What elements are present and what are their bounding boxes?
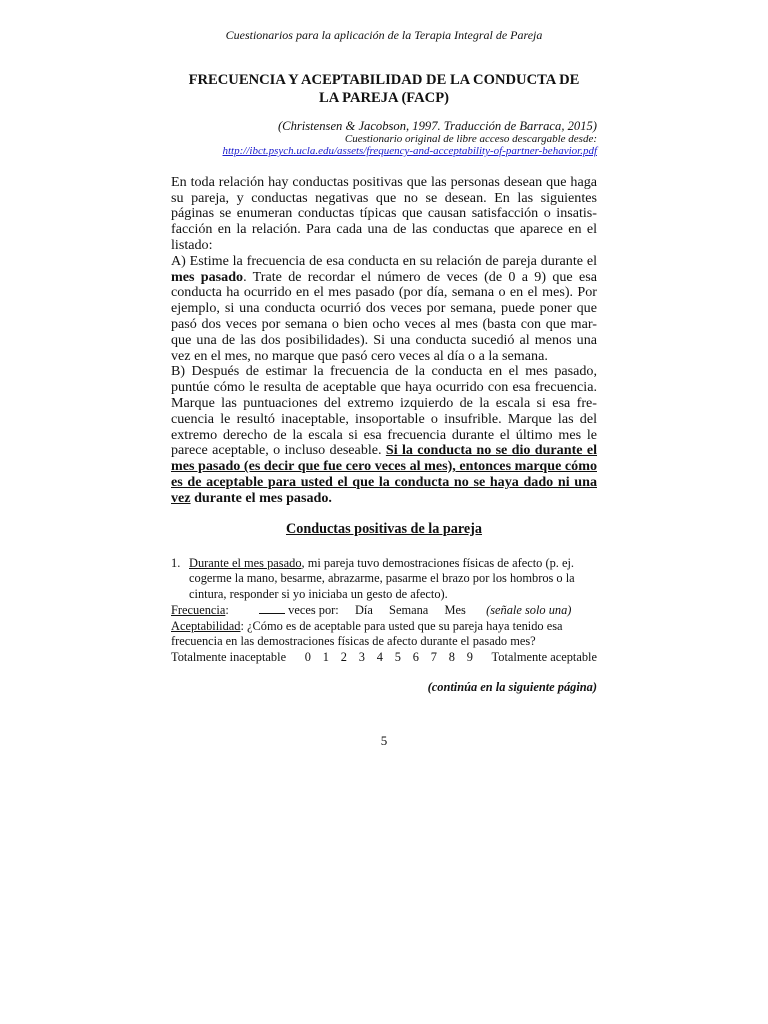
instruction-b-text: B) Después de estimar la frecuencia de la conducta en el mes pasado, puntúe cómo le resulta de aceptable que haya ocurrido con esa frecuencia. Marque las puntuaciones del extremo izquierdo de la escala si esa fre-cuencia le resultó inaceptable, insoportable o insufrible. Marque las del extremo derecho de la escala si esa frecuencia durante el último mes le parece aceptable, o incluso deseable.	[171, 363, 597, 459]
instruction-b-emphasis-end: durante el mes pasado.	[190, 489, 332, 506]
title-line-1: FRECUENCIA Y ACEPTABILIDAD DE LA CONDUCTA DE	[188, 72, 580, 88]
instruction-b-emphasis: Si la conducta no se dio durante el mes pasado (es decir que fue cero veces al mes), entonces marque cómo es de aceptable para usted el que la conducta no se haya dado ni una vez	[171, 442, 598, 506]
citation: (Christensen & Jacobson, 1997. Traducción de Barraca, 2015)	[277, 119, 597, 133]
instruction-a-text-2: . Trate de recordar el número de veces (de 0 a 9) que esa conducta ha ocurrido en el mes pasado (por día, semana o en el mes). Por ejemplo, si una conducta ocurrió dos veces por semana, puede poner que pasó dos veces por semana o bien ocho veces al mes (basta con que mar-que una de las dos posibilidades). Si una conducta sucedió al menos una vez en el mes, no marque que pasó cero veces al día o a la semana.	[171, 268, 597, 364]
scale-value-6[interactable]: 6	[412, 650, 419, 665]
scale-left-label: Totalmente inaceptable	[171, 650, 287, 665]
scale-value-1[interactable]: 1	[322, 650, 329, 665]
scale-value-7[interactable]: 7	[430, 650, 437, 665]
instruction-b	[171, 364, 597, 506]
scale-values	[299, 650, 479, 666]
continued-note: (continúa en la siguiente página)	[427, 679, 597, 694]
option-month[interactable]: Mes	[444, 603, 466, 618]
instruction-a	[171, 254, 597, 365]
source-link[interactable]: http://ibct.psych.ucla.edu/assets/frequency-and-acceptability-of-partner-behavior.pdf	[222, 145, 597, 158]
acceptability-label: Aceptabilidad	[171, 618, 241, 633]
frequency-label: Frecuencia	[171, 603, 226, 618]
frequency-units: veces por:	[288, 603, 339, 618]
question-1	[171, 556, 597, 666]
intro-paragraph: En toda relación hay conductas positivas que las personas desean que haga su pareja, y conductas negativas que no se desean. En las siguientes páginas se enumeran conductas típicas que causan satisfacción o insatis-facción en la relación. Para cada una de las conductas que aparece en el listado:	[171, 173, 597, 253]
frequency-blank[interactable]	[259, 602, 285, 614]
acceptability-scale	[171, 650, 597, 666]
acceptability-row	[171, 619, 597, 650]
scale-value-3[interactable]: 3	[358, 650, 365, 665]
question-number: 1.	[171, 555, 181, 570]
instruction-a-text: A) Estime la frecuencia de esa conducta en su relación de pareja durante el	[171, 252, 597, 269]
citation-block	[171, 120, 597, 158]
scale-value-4[interactable]: 4	[376, 650, 383, 665]
section-heading: Conductas positivas de la pareja	[285, 520, 483, 537]
document-page	[171, 28, 597, 749]
instruction-a-emphasis: mes pasado	[171, 268, 244, 285]
option-week[interactable]: Semana	[389, 603, 429, 618]
question-lead: Durante el mes pasado	[189, 555, 302, 570]
option-day[interactable]: Día	[354, 603, 373, 618]
page-title	[171, 71, 597, 107]
scale-value-9[interactable]: 9	[466, 650, 473, 665]
frequency-colon: :	[225, 603, 229, 618]
title-line-2: LA PAREJA (FACP)	[319, 90, 449, 106]
scale-value-0[interactable]: 0	[304, 650, 311, 665]
question-text	[189, 556, 597, 603]
scale-right-label: Totalmente aceptable	[491, 650, 597, 665]
page-number: 5	[380, 732, 388, 748]
acceptability-question: : ¿Cómo es de aceptable para usted que su pareja haya tenido esa frecuencia en las demostraciones físicas de afecto durante el pasado mes?	[171, 618, 563, 649]
frequency-row	[171, 602, 597, 619]
instructions	[171, 175, 597, 507]
scale-value-5[interactable]: 5	[394, 650, 401, 665]
running-head: Cuestionarios para la aplicación de la Terapia Integral de Pareja	[225, 28, 543, 42]
frequency-hint: (señale solo una)	[486, 603, 572, 618]
question-body: , mi pareja tuvo demostraciones físicas de afecto (p. ej. cogerme la mano, besarme, abrazarme, pasarme el brazo por los hombros o la cintura, responder si yo iniciaba un gesto de afecto).	[189, 555, 575, 601]
scale-value-8[interactable]: 8	[448, 650, 455, 665]
citation-note: Cuestionario original de libre acceso descargable desde:	[344, 132, 597, 145]
scale-value-2[interactable]: 2	[340, 650, 347, 665]
